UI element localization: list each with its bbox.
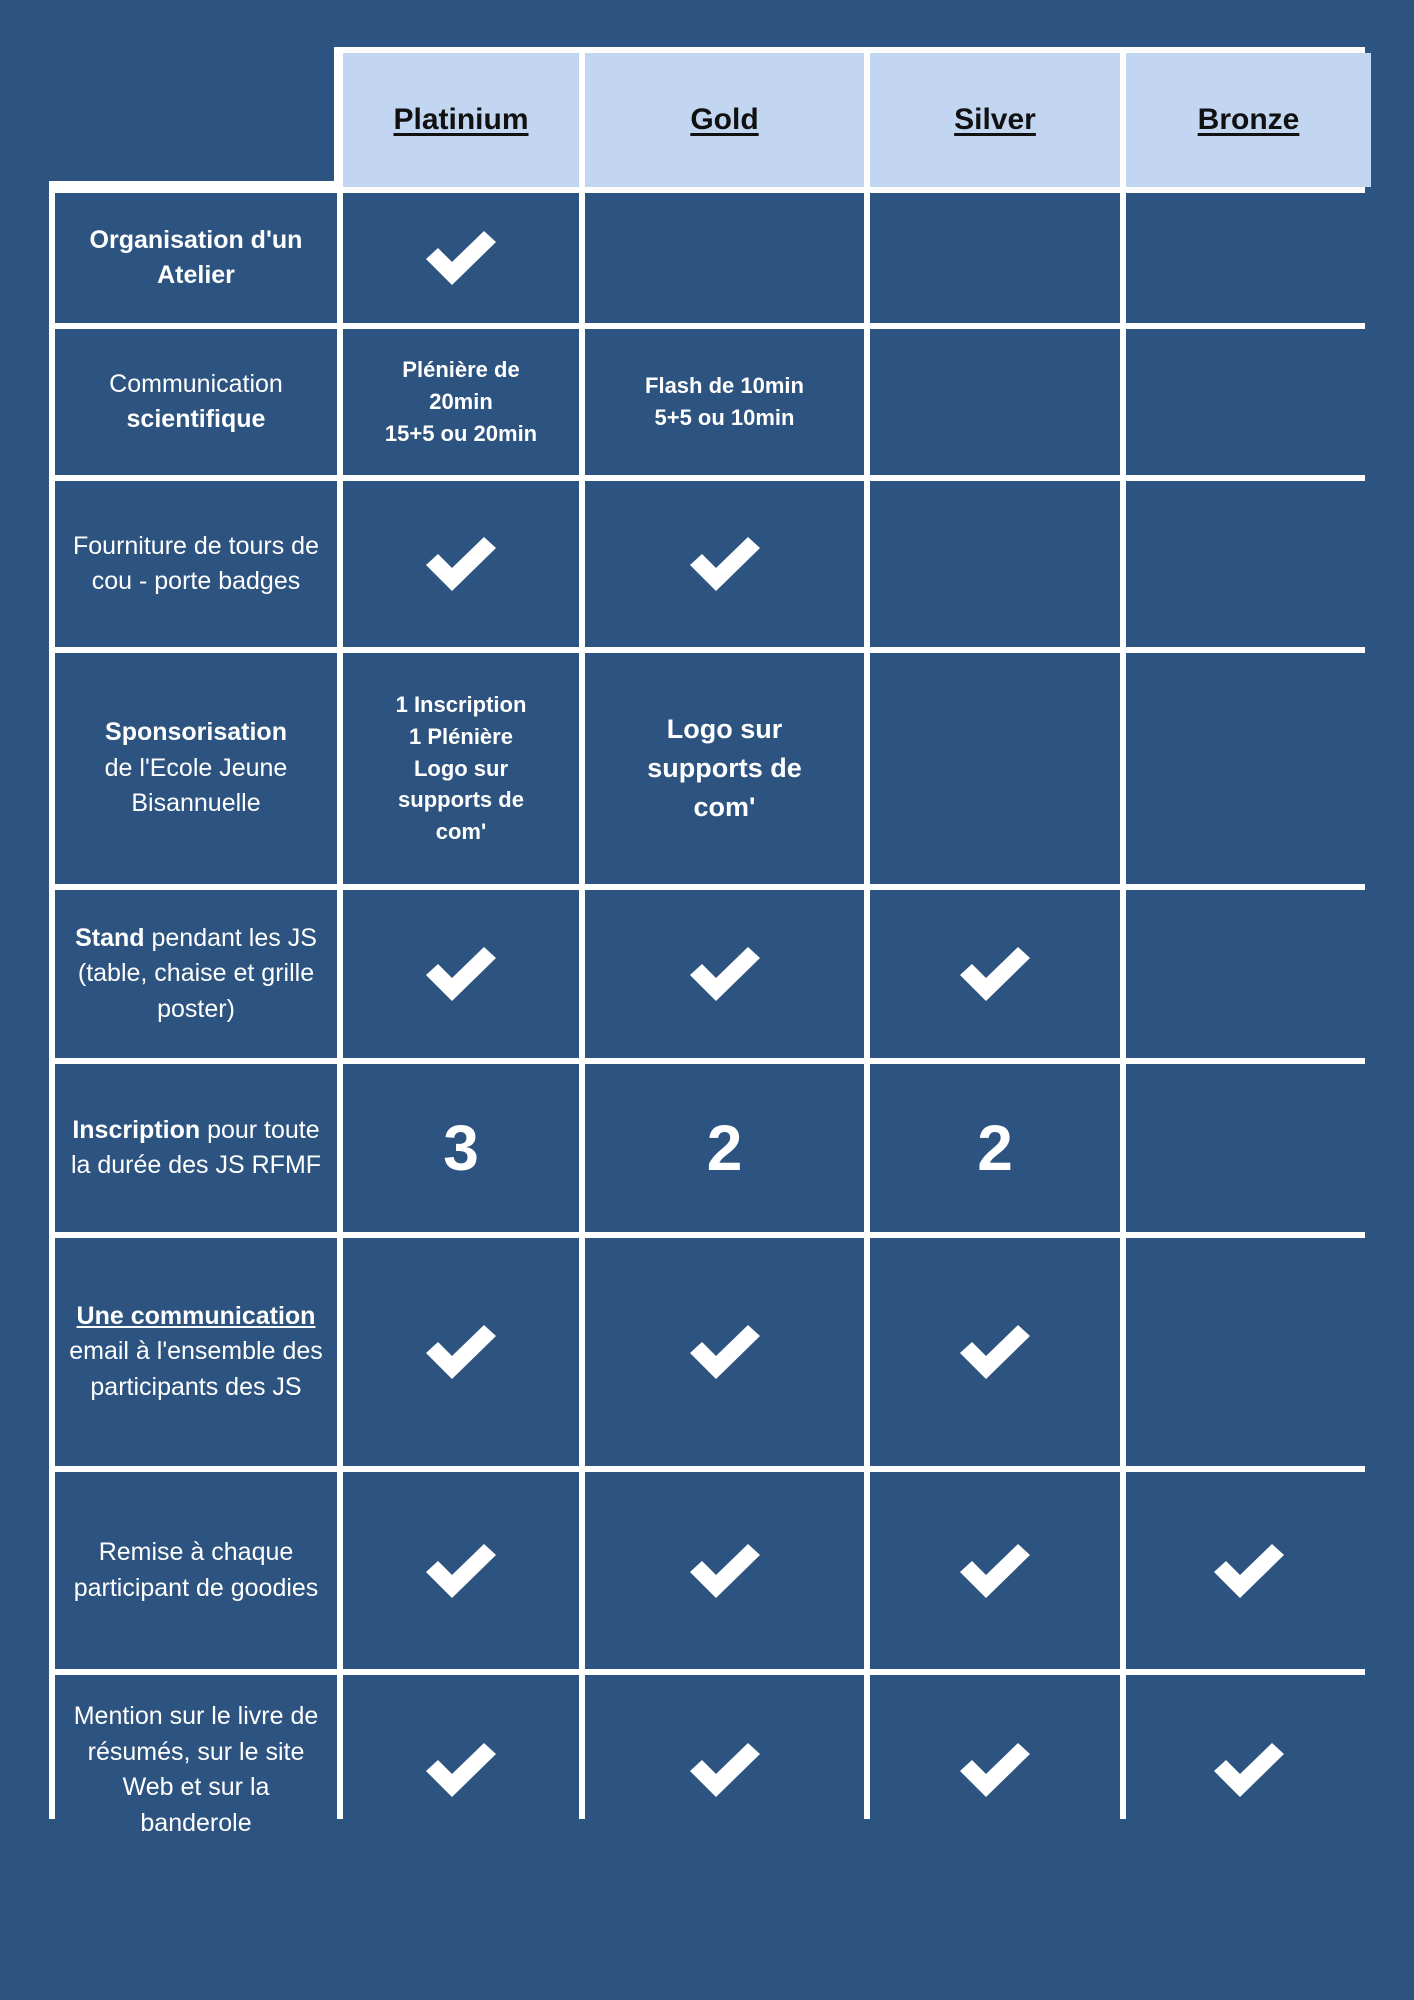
row-label-communication: Communication scientifique <box>55 329 337 475</box>
tours-silver <box>870 481 1120 647</box>
stand-gold <box>585 890 864 1058</box>
email-gold <box>585 1238 864 1466</box>
atelier-silver <box>870 193 1120 323</box>
check-icon <box>424 1323 498 1381</box>
sponsorship-table <box>49 47 1365 1837</box>
check-icon <box>1212 1741 1286 1799</box>
header-gold: Gold <box>585 53 864 187</box>
mention-silver <box>870 1675 1120 1865</box>
email-silver <box>870 1238 1120 1466</box>
communication-silver <box>870 329 1120 475</box>
check-icon <box>424 1741 498 1799</box>
inscription-platinium: 3 <box>343 1064 579 1232</box>
atelier-platinium <box>343 193 579 323</box>
stand-bronze <box>1126 890 1371 1058</box>
goodies-platinium <box>343 1472 579 1669</box>
row-label-email: Une communication email à l'ensemble des participants des JS <box>55 1238 337 1466</box>
row-label-tours: Fourniture de tours de cou - porte badges <box>55 481 337 647</box>
tours-bronze <box>1126 481 1371 647</box>
communication-gold: Flash de 10min 5+5 ou 10min <box>585 329 864 475</box>
row-label-sponsor: Sponsorisation de l'Ecole Jeune Bisannuelle <box>55 653 337 884</box>
atelier-gold <box>585 193 864 323</box>
goodies-gold <box>585 1472 864 1669</box>
check-icon <box>424 535 498 593</box>
mention-platinium <box>343 1675 579 1865</box>
email-bronze <box>1126 1238 1371 1466</box>
check-icon <box>958 1741 1032 1799</box>
communication-platinium: Plénière de 20min 15+5 ou 20min <box>343 329 579 475</box>
sponsor-bronze <box>1126 653 1371 884</box>
inscription-silver: 2 <box>870 1064 1120 1232</box>
tours-gold <box>585 481 864 647</box>
row-label-inscription: Inscription pour toute la durée des JS RFMF <box>55 1064 337 1232</box>
check-icon <box>424 1542 498 1600</box>
check-icon <box>1212 1542 1286 1600</box>
check-icon <box>958 945 1032 1003</box>
sponsor-silver <box>870 653 1120 884</box>
header-bronze: Bronze <box>1126 53 1371 187</box>
check-icon <box>958 1542 1032 1600</box>
check-icon <box>958 1323 1032 1381</box>
atelier-bronze <box>1126 193 1371 323</box>
table-corner-empty <box>49 47 334 181</box>
row-label-atelier: Organisation d'un Atelier <box>55 193 337 323</box>
tours-platinium <box>343 481 579 647</box>
row-label-stand: Stand pendant les JS (table, chaise et grille poster) <box>55 890 337 1058</box>
check-icon <box>424 945 498 1003</box>
inscription-gold: 2 <box>585 1064 864 1232</box>
check-icon <box>688 1542 762 1600</box>
stand-platinium <box>343 890 579 1058</box>
check-icon <box>424 229 498 287</box>
communication-bronze <box>1126 329 1371 475</box>
row-label-goodies: Remise à chaque participant de goodies <box>55 1472 337 1669</box>
check-icon <box>688 1741 762 1799</box>
goodies-silver <box>870 1472 1120 1669</box>
sponsor-gold: Logo sur supports de com' <box>585 653 864 884</box>
check-icon <box>688 535 762 593</box>
check-icon <box>688 945 762 1003</box>
header-platinium: Platinium <box>343 53 579 187</box>
mention-gold <box>585 1675 864 1865</box>
row-label-mention: Mention sur le livre de résumés, sur le site Web et sur la banderole <box>55 1675 337 1865</box>
header-silver: Silver <box>870 53 1120 187</box>
email-platinium <box>343 1238 579 1466</box>
sponsor-platinium: 1 Inscription 1 Plénière Logo sur supports de com' <box>343 653 579 884</box>
goodies-bronze <box>1126 1472 1371 1669</box>
check-icon <box>688 1323 762 1381</box>
mention-bronze <box>1126 1675 1371 1865</box>
inscription-bronze <box>1126 1064 1371 1232</box>
stand-silver <box>870 890 1120 1058</box>
